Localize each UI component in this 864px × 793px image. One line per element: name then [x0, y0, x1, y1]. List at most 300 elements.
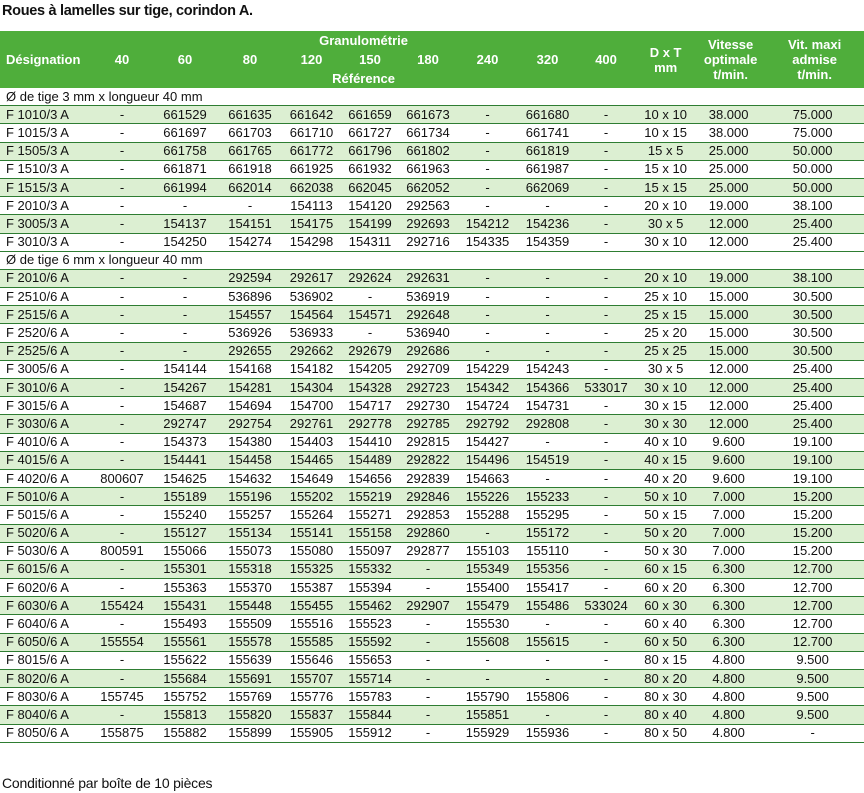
cell-reference: -: [577, 197, 635, 215]
cell-reference: 155370: [218, 579, 282, 597]
cell-reference: 154519: [518, 451, 577, 469]
cell-reference: -: [518, 342, 577, 360]
cell-dxt: 10 x 10: [635, 106, 696, 124]
cell-designation: F 8040/6 A: [0, 706, 92, 724]
cell-vitesse: 4.800: [696, 670, 765, 688]
cell-reference: -: [92, 615, 152, 633]
cell-reference: -: [577, 670, 635, 688]
cell-reference: 155424: [92, 597, 152, 615]
cell-vitesse: 6.300: [696, 579, 765, 597]
cell-reference: -: [92, 670, 152, 688]
cell-reference: 154137: [152, 215, 218, 233]
cell-reference: -: [399, 579, 457, 597]
cell-reference: 292785: [399, 415, 457, 433]
cell-reference: 661802: [399, 142, 457, 160]
cell-reference: -: [92, 178, 152, 196]
cell-reference: 800607: [92, 469, 152, 487]
cell-vitesse: 15.000: [696, 342, 765, 360]
cell-designation: F 1510/3 A: [0, 160, 92, 178]
cell-dxt: 15 x 10: [635, 160, 696, 178]
cell-designation: F 1015/3 A: [0, 124, 92, 142]
cell-reference: 154700: [282, 397, 341, 415]
cell-reference: 155097: [341, 542, 399, 560]
cell-reference: 661772: [282, 142, 341, 160]
table-row: [0, 306, 864, 324]
cell-reference: 154281: [218, 379, 282, 397]
cell-designation: F 6050/6 A: [0, 633, 92, 651]
cell-reference: 155837: [282, 706, 341, 724]
section-row: [0, 251, 864, 269]
cell-vitmaxi: 12.700: [765, 633, 864, 651]
cell-reference: -: [577, 288, 635, 306]
section-row: [0, 88, 864, 106]
cell-reference: 155646: [282, 651, 341, 669]
cell-designation: F 5010/6 A: [0, 488, 92, 506]
cell-reference: -: [341, 288, 399, 306]
cell-vitesse: 7.000: [696, 506, 765, 524]
cell-vitmaxi: 12.700: [765, 597, 864, 615]
cell-reference: 661703: [218, 124, 282, 142]
table-row: [0, 724, 864, 742]
cell-reference: 154632: [218, 469, 282, 487]
cell-reference: 154427: [457, 433, 518, 451]
cell-reference: 155813: [152, 706, 218, 724]
cell-reference: -: [399, 651, 457, 669]
cell-reference: 662069: [518, 178, 577, 196]
cell-reference: -: [518, 288, 577, 306]
cell-reference: 155066: [152, 542, 218, 560]
cell-reference: -: [577, 560, 635, 578]
cell-reference: 292853: [399, 506, 457, 524]
cell-reference: -: [577, 124, 635, 142]
header-granulometrie: Granulométrie: [92, 31, 635, 50]
cell-reference: 155530: [457, 615, 518, 633]
header-vitmaxi-unit: t/min.: [797, 67, 832, 82]
cell-reference: 155851: [457, 706, 518, 724]
cell-reference: -: [92, 379, 152, 397]
cell-reference: 154656: [341, 469, 399, 487]
cell-reference: 292747: [152, 415, 218, 433]
cell-reference: 292792: [457, 415, 518, 433]
cell-vitmaxi: 30.500: [765, 306, 864, 324]
cell-reference: -: [152, 342, 218, 360]
cell-vitesse: 4.800: [696, 706, 765, 724]
cell-reference: -: [92, 342, 152, 360]
cell-reference: 154557: [218, 306, 282, 324]
cell-dxt: 50 x 30: [635, 542, 696, 560]
table-row: [0, 324, 864, 342]
cell-dxt: 20 x 10: [635, 197, 696, 215]
cell-vitmaxi: 50.000: [765, 160, 864, 178]
cell-reference: 155080: [282, 542, 341, 560]
cell-reference: -: [152, 288, 218, 306]
cell-reference: 536926: [218, 324, 282, 342]
cell-reference: -: [457, 124, 518, 142]
header-grit-150: 150: [341, 50, 399, 69]
cell-reference: 154496: [457, 451, 518, 469]
cell-reference: 155608: [457, 633, 518, 651]
cell-reference: -: [92, 124, 152, 142]
cell-vitmaxi: 19.100: [765, 469, 864, 487]
cell-dxt: 30 x 10: [635, 379, 696, 397]
cell-dxt: 30 x 30: [635, 415, 696, 433]
cell-reference: 533024: [577, 597, 635, 615]
table-row: [0, 288, 864, 306]
cell-reference: 154182: [282, 360, 341, 378]
cell-vitmaxi: 12.700: [765, 579, 864, 597]
cell-reference: 661673: [399, 106, 457, 124]
cell-reference: -: [457, 651, 518, 669]
cell-reference: -: [457, 670, 518, 688]
cell-reference: -: [92, 269, 152, 287]
cell-reference: 661994: [152, 178, 218, 196]
table-row: [0, 633, 864, 651]
cell-reference: 154458: [218, 451, 282, 469]
cell-reference: 155219: [341, 488, 399, 506]
cell-reference: -: [518, 197, 577, 215]
cell-reference: 155141: [282, 524, 341, 542]
table-row: [0, 106, 864, 124]
cell-reference: 154304: [282, 379, 341, 397]
cell-vitesse: 25.000: [696, 178, 765, 196]
cell-dxt: 80 x 20: [635, 670, 696, 688]
cell-reference: 536896: [218, 288, 282, 306]
header-grit-320: 320: [518, 50, 577, 69]
cell-vitesse: 15.000: [696, 288, 765, 306]
cell-reference: 155479: [457, 597, 518, 615]
cell-reference: 155318: [218, 560, 282, 578]
cell-dxt: 30 x 5: [635, 215, 696, 233]
cell-vitmaxi: 9.500: [765, 651, 864, 669]
cell-reference: 154694: [218, 397, 282, 415]
cell-reference: 155110: [518, 542, 577, 560]
cell-reference: -: [92, 142, 152, 160]
cell-reference: 292617: [282, 269, 341, 287]
cell-reference: 155486: [518, 597, 577, 615]
cell-reference: -: [518, 433, 577, 451]
table-row: [0, 178, 864, 196]
cell-reference: 662038: [282, 178, 341, 196]
cell-reference: -: [92, 524, 152, 542]
cell-reference: -: [577, 160, 635, 178]
cell-dxt: 30 x 10: [635, 233, 696, 251]
table-row: [0, 688, 864, 706]
cell-vitesse: 15.000: [696, 324, 765, 342]
table-row: [0, 233, 864, 251]
table-row: [0, 215, 864, 233]
cell-vitmaxi: 12.700: [765, 560, 864, 578]
cell-reference: 155349: [457, 560, 518, 578]
table-row: [0, 542, 864, 560]
cell-reference: 154120: [341, 197, 399, 215]
cell-reference: 155325: [282, 560, 341, 578]
cell-vitesse: 9.600: [696, 451, 765, 469]
cell-vitesse: 9.600: [696, 469, 765, 487]
cell-reference: 533017: [577, 379, 635, 397]
cell-reference: 155615: [518, 633, 577, 651]
cell-vitesse: 25.000: [696, 142, 765, 160]
cell-reference: 154298: [282, 233, 341, 251]
cell-vitesse: 15.000: [696, 306, 765, 324]
cell-vitesse: 12.000: [696, 379, 765, 397]
table-row: [0, 651, 864, 669]
table-row: [0, 579, 864, 597]
cell-reference: -: [577, 524, 635, 542]
cell-reference: 661529: [152, 106, 218, 124]
cell-vitesse: 38.000: [696, 124, 765, 142]
header-vitesse-unit: t/min.: [713, 67, 748, 82]
cell-reference: 155134: [218, 524, 282, 542]
cell-designation: F 3005/3 A: [0, 215, 92, 233]
cell-dxt: 60 x 20: [635, 579, 696, 597]
cell-reference: 154199: [341, 215, 399, 233]
cell-reference: 155455: [282, 597, 341, 615]
cell-reference: 155684: [152, 670, 218, 688]
cell-reference: 154687: [152, 397, 218, 415]
cell-reference: 155127: [152, 524, 218, 542]
cell-reference: -: [92, 288, 152, 306]
table-row: [0, 360, 864, 378]
cell-reference: 155301: [152, 560, 218, 578]
cell-dxt: 20 x 10: [635, 269, 696, 287]
cell-reference: -: [457, 197, 518, 215]
cell-reference: 155578: [218, 633, 282, 651]
cell-designation: F 1515/3 A: [0, 178, 92, 196]
cell-reference: -: [152, 324, 218, 342]
cell-reference: 661963: [399, 160, 457, 178]
cell-reference: 155172: [518, 524, 577, 542]
cell-reference: 292846: [399, 488, 457, 506]
cell-reference: -: [577, 106, 635, 124]
cell-reference: -: [399, 688, 457, 706]
cell-reference: 154380: [218, 433, 282, 451]
cell-reference: -: [577, 269, 635, 287]
cell-reference: 155387: [282, 579, 341, 597]
cell-reference: 155240: [152, 506, 218, 524]
table-row: [0, 615, 864, 633]
cell-designation: F 3015/6 A: [0, 397, 92, 415]
cell-vitmaxi: 19.100: [765, 433, 864, 451]
cell-reference: 662014: [218, 178, 282, 196]
cell-reference: 661659: [341, 106, 399, 124]
cell-reference: 155707: [282, 670, 341, 688]
cell-reference: -: [92, 324, 152, 342]
cell-reference: 154205: [341, 360, 399, 378]
cell-dxt: 15 x 15: [635, 178, 696, 196]
cell-reference: 536933: [282, 324, 341, 342]
cell-vitesse: 19.000: [696, 269, 765, 287]
header-grit-120: 120: [282, 50, 341, 69]
cell-vitesse: 9.600: [696, 433, 765, 451]
table-row: [0, 379, 864, 397]
header-grit-180: 180: [399, 50, 457, 69]
cell-reference: -: [92, 560, 152, 578]
cell-vitmaxi: 15.200: [765, 506, 864, 524]
cell-reference: 155592: [341, 633, 399, 651]
cell-designation: F 3010/3 A: [0, 233, 92, 251]
cell-vitmaxi: 50.000: [765, 178, 864, 196]
cell-dxt: 40 x 15: [635, 451, 696, 469]
cell-reference: 155394: [341, 579, 399, 597]
cell-reference: -: [577, 397, 635, 415]
cell-designation: F 4015/6 A: [0, 451, 92, 469]
cell-reference: 154328: [341, 379, 399, 397]
cell-reference: -: [457, 288, 518, 306]
cell-reference: 292778: [341, 415, 399, 433]
cell-reference: 292662: [282, 342, 341, 360]
table-row: [0, 124, 864, 142]
cell-reference: -: [399, 633, 457, 651]
cell-reference: 292808: [518, 415, 577, 433]
cell-reference: 292839: [399, 469, 457, 487]
cell-reference: 292594: [218, 269, 282, 287]
header-grit-400: 400: [577, 50, 635, 69]
cell-reference: -: [577, 724, 635, 742]
cell-designation: F 6020/6 A: [0, 579, 92, 597]
cell-reference: -: [92, 579, 152, 597]
cell-reference: 154311: [341, 233, 399, 251]
cell-reference: -: [577, 451, 635, 469]
cell-reference: -: [577, 615, 635, 633]
cell-dxt: 25 x 15: [635, 306, 696, 324]
cell-designation: F 5030/6 A: [0, 542, 92, 560]
cell-reference: 155356: [518, 560, 577, 578]
cell-reference: 155585: [282, 633, 341, 651]
cell-reference: 155417: [518, 579, 577, 597]
cell-reference: 155271: [341, 506, 399, 524]
cell-reference: 155295: [518, 506, 577, 524]
header-vitmaxi: [765, 31, 864, 88]
cell-reference: 292723: [399, 379, 457, 397]
cell-reference: 536940: [399, 324, 457, 342]
cell-vitmaxi: 50.000: [765, 142, 864, 160]
cell-reference: -: [92, 433, 152, 451]
cell-reference: -: [577, 215, 635, 233]
cell-reference: -: [577, 579, 635, 597]
cell-vitmaxi: 30.500: [765, 324, 864, 342]
cell-reference: 154663: [457, 469, 518, 487]
cell-reference: -: [577, 324, 635, 342]
cell-reference: 661642: [282, 106, 341, 124]
cell-reference: 155288: [457, 506, 518, 524]
cell-vitmaxi: 25.400: [765, 233, 864, 251]
cell-reference: 662045: [341, 178, 399, 196]
cell-reference: 154649: [282, 469, 341, 487]
table-row: [0, 597, 864, 615]
cell-dxt: 60 x 15: [635, 560, 696, 578]
cell-reference: -: [577, 506, 635, 524]
cell-reference: 292907: [399, 597, 457, 615]
cell-reference: 292709: [399, 360, 457, 378]
cell-reference: 292655: [218, 342, 282, 360]
cell-reference: 155400: [457, 579, 518, 597]
cell-vitesse: 4.800: [696, 724, 765, 742]
cell-reference: 292860: [399, 524, 457, 542]
cell-reference: 155431: [152, 597, 218, 615]
cell-reference: 154229: [457, 360, 518, 378]
cell-reference: -: [577, 651, 635, 669]
table-row: [0, 469, 864, 487]
cell-designation: F 5015/6 A: [0, 506, 92, 524]
table-header: [0, 31, 864, 88]
cell-reference: -: [92, 506, 152, 524]
cell-reference: 155264: [282, 506, 341, 524]
header-dxt: [635, 31, 696, 88]
cell-reference: 292815: [399, 433, 457, 451]
cell-reference: 154359: [518, 233, 577, 251]
cell-reference: 155820: [218, 706, 282, 724]
cell-reference: 155189: [152, 488, 218, 506]
cell-vitmaxi: 25.400: [765, 360, 864, 378]
cell-vitesse: 7.000: [696, 488, 765, 506]
cell-reference: -: [92, 397, 152, 415]
cell-reference: -: [92, 706, 152, 724]
cell-reference: 155806: [518, 688, 577, 706]
cell-reference: -: [577, 178, 635, 196]
header-dxt-unit: mm: [654, 59, 678, 75]
cell-vitmaxi: 25.400: [765, 379, 864, 397]
table-row: [0, 415, 864, 433]
cell-reference: 661932: [341, 160, 399, 178]
cell-designation: F 2515/6 A: [0, 306, 92, 324]
table-row: [0, 451, 864, 469]
cell-vitesse: 6.300: [696, 597, 765, 615]
cell-reference: 661635: [218, 106, 282, 124]
cell-designation: F 6040/6 A: [0, 615, 92, 633]
cell-reference: 661765: [218, 142, 282, 160]
cell-designation: F 2510/6 A: [0, 288, 92, 306]
cell-reference: 154465: [282, 451, 341, 469]
table-row: [0, 397, 864, 415]
table-row: [0, 488, 864, 506]
cell-reference: -: [399, 670, 457, 688]
cell-reference: -: [518, 651, 577, 669]
cell-reference: -: [577, 469, 635, 487]
cell-reference: -: [577, 433, 635, 451]
header-grit-60: 60: [152, 50, 218, 69]
section-label: Ø de tige 3 mm x longueur 40 mm: [0, 88, 864, 106]
cell-vitesse: 19.000: [696, 197, 765, 215]
cell-reference: -: [152, 306, 218, 324]
cell-designation: F 1505/3 A: [0, 142, 92, 160]
cell-dxt: 15 x 5: [635, 142, 696, 160]
cell-reference: 154243: [518, 360, 577, 378]
cell-designation: F 6030/6 A: [0, 597, 92, 615]
cell-reference: -: [92, 360, 152, 378]
table-row: [0, 160, 864, 178]
cell-vitmaxi: 25.400: [765, 397, 864, 415]
cell-dxt: 80 x 15: [635, 651, 696, 669]
cell-reference: 154366: [518, 379, 577, 397]
header-reference: Référence: [92, 69, 635, 88]
cell-reference: -: [577, 415, 635, 433]
cell-reference: -: [92, 651, 152, 669]
footer-note: Conditionné par boîte de 10 pièces: [2, 775, 213, 791]
cell-dxt: 30 x 15: [635, 397, 696, 415]
cell-vitmaxi: 38.100: [765, 269, 864, 287]
cell-reference: 661758: [152, 142, 218, 160]
cell-reference: 155790: [457, 688, 518, 706]
cell-dxt: 30 x 5: [635, 360, 696, 378]
cell-reference: 154168: [218, 360, 282, 378]
cell-vitmaxi: 30.500: [765, 288, 864, 306]
table-row: [0, 524, 864, 542]
table-row: [0, 706, 864, 724]
cell-reference: 155714: [341, 670, 399, 688]
cell-reference: -: [399, 706, 457, 724]
cell-reference: 155226: [457, 488, 518, 506]
cell-reference: 155516: [282, 615, 341, 633]
